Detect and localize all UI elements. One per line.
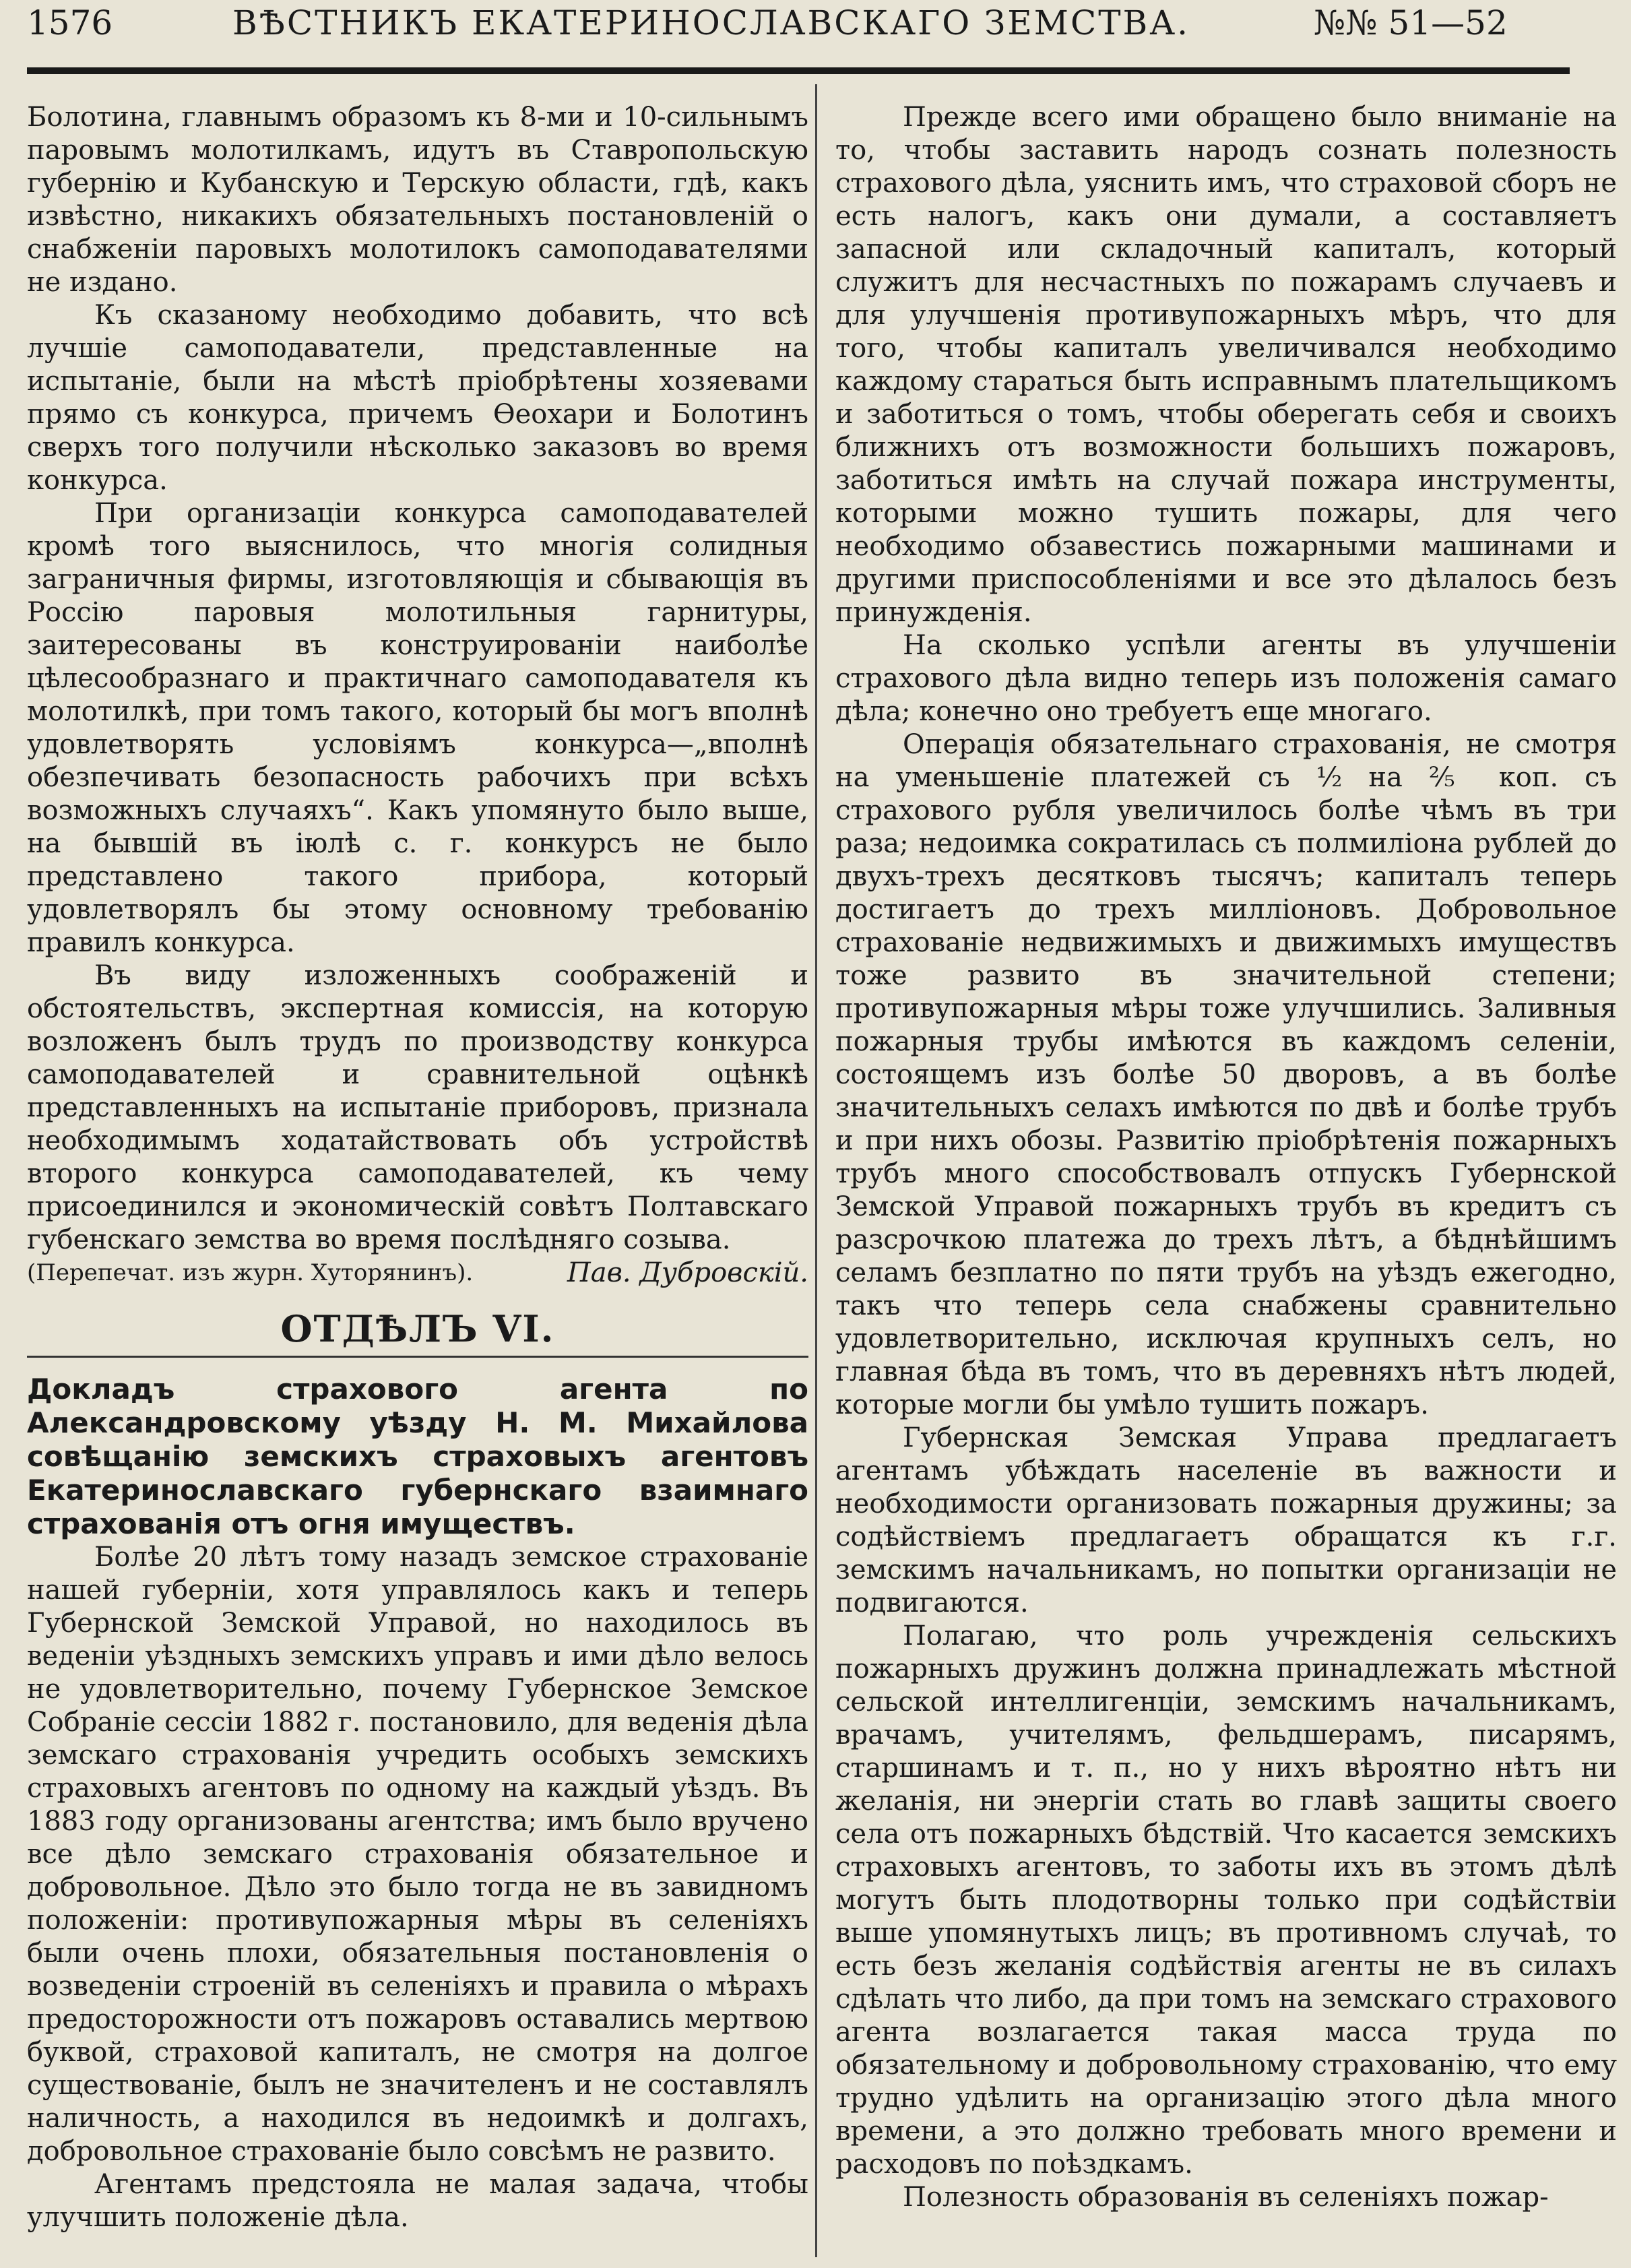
section-heading: ОТДѢЛЪ VI. [280,1307,555,1350]
page-header [27,0,1576,64]
page-number: 1576 [27,3,113,42]
header-rule [27,67,1570,74]
issue-number: №№ 51—52 [1314,3,1508,42]
paragraph: Къ сказаному необходимо добавить, что всѣ лучшіе самоподаватели, представленные на испытаніе, были на мѣстѣ пріобрѣтены хозяевами прямо съ конкурса, причемъ Ѳеохари и Болотинъ сверхъ того получили нѣсколько заказовъ во время конкурса. [27,300,808,496]
paragraph: Болѣе 20 лѣтъ тому назадъ земское страхованіе нашей губерніи, хотя управлялось какъ и теперь Губернской Земской Управой, но находилось въ веденіи уѣздныхъ земскихъ управъ и ими дѣло велось не удовлетворительно, почему Губернское Земское Собраніе сессіи 1882 г. постановило, для веденія дѣла земскаго страхованія учредить особыхъ земскихъ страховыхъ агентовъ по одному на каждый уѣздъ. Въ 1883 году организованы агентства; имъ было вручено все дѣло земскаго страхованія обязательное и добровольное. Дѣло это было тогда не въ завидномъ положеніи: противупожарныя мѣры въ селеніяхъ были очень плохи, обязательныя постановленія о возведеніи строеній въ селеніяхъ и правила о мѣрахъ предосторожности отъ пожаровъ оставались мертвою буквой, страховой капиталъ, не смотря на долгое существованіе, былъ не значителенъ и не составлялъ наличность, а находился въ недоимкѣ и долгахъ, добровольное страхованіе было совсѣмъ не развито. [27,1542,808,2167]
report-title: Докладъ страхового агента по Александровскому уѣзду Н. М. Михайлова совѣщанію земскихъ страховыхъ агентовъ Екатеринославскаго губернскаго взаимнаго страхованія отъ огня имуществъ. [27,1373,808,1540]
paragraph: Операція обязательнаго страхованія, не смотря на уменьшеніе платежей съ ½ на ⅖ коп. съ страхового рубля увеличилось болѣе чѣмъ въ три раза; недоимка сократилась съ полмиліона рублей до двухъ-трехъ десятковъ тысячъ; капиталъ теперь достигаетъ до трехъ милліоновъ. Добровольное страхованіе недвижимыхъ и движимыхъ имуществъ тоже развито въ значительной степени; противупожарныя мѣры тоже улучшились. Заливныя пожарныя трубы имѣются въ каждомъ селеніи, состоящемъ изъ болѣе 50 дворовъ, а въ болѣе значительныхъ селахъ имѣются по двѣ и болѣе трубъ и при нихъ обозы. Развитію пріобрѣтенія пожарныхъ трубъ много способствовалъ отпускъ Губернской Земской Управой пожарныхъ трубъ въ кредитъ съ разсрочкою платежа до трехъ лѣтъ, а бѣднѣйшимъ селамъ безплатно по пяти трубъ на уѣздъ ежегодно, такъ что теперь села снабжены сравнительно удовлетворительно, исключая крупныхъ селъ, но главная бѣда въ томъ, что въ деревняхъ нѣтъ людей, которые могли бы умѣло тушить пожаръ. [835,729,1617,1420]
paragraph: Въ виду изложенныхъ соображеній и обстоятельствъ, экспертная комиссія, на которую возложенъ былъ трудъ по производству конкурса самоподавателей и сравнительной оцѣнкѣ представленныхъ на испытаніе приборовъ, признала необходимымъ ходатайствовать объ устройствѣ второго конкурса самоподавателей, къ чему присоединился и экономическій совѣтъ Полтавскаго губенскаго земства во время послѣдняго созыва. [27,960,808,1255]
paragraph: При организаціи конкурса самоподавателей кромѣ того выяснилось, что многія солидныя заграничныя фирмы, изготовляющія и сбывающія въ Россію паровыя молотильныя гарнитуры, заитересованы въ конструированіи наиболѣе цѣлесообразнаго и практичнаго самоподавателя къ молотилкѣ, при томъ такого, который бы могъ вполнѣ удовлетворять условіямъ конкурса—„вполнѣ обезпечивать безопасность рабочихъ при всѣхъ возможныхъ случаяхъ“. Какъ упомянуто было выше, на бывшій въ іюлѣ с. г. конкурсъ не было представлено такого прибора, который удовлетворялъ бы этому основному требованію правилъ конкурса. [27,498,808,958]
left-column [27,101,808,2234]
author-name: Пав. Дубровскій. [567,1257,808,1288]
column-divider [815,84,817,2257]
signature-line [27,1257,808,1290]
paragraph: Агентамъ предстояла не малая задача, чтобы улучшить положеніе дѣла. [27,2169,808,2233]
right-column [835,101,1617,2214]
journal-title: ВѢСТНИКЪ ЕКАТЕРИНОСЛАВСКАГО ЗЕМСТВА. [232,3,1190,42]
section-rule [27,1356,808,1358]
paragraph: Губернская Земская Управа предлагаетъ агентамъ убѣждать населеніе въ важности и необходимости организовать пожарныя дружины; за содѣйствіемъ предлагаетъ обращатся къ г.г. земскимъ начальникамъ, но попытки организаціи не подвигаются. [835,1422,1617,1618]
paragraph: Полагаю, что роль учрежденія сельскихъ пожарныхъ дружинъ должна принадлежать мѣстной сельской интеллигенціи, земскимъ начальникамъ, врачамъ, учителямъ, фельдшерамъ, писарямъ, старшинамъ и т. п., но у нихъ вѣроятно нѣтъ ни желанія, ни энергіи стать во главѣ защиты своего села отъ пожарныхъ бѣдствій. Что касается земскихъ страховыхъ агентовъ, то заботы ихъ въ этомъ дѣлѣ могутъ быть плодотворны только при содѣйствіи выше упомянутыхъ лицъ; въ противномъ случаѣ, то есть безъ желанія содѣйствія агенты не въ силахъ сдѣлать что либо, да при томъ на земскаго страхового агента возлагается такая масса труда по обязательному и добровольному страхованію, что ему трудно удѣлить на организацію этого дѣла много времени, а это должно требовать много времени и расходовъ по поѣздкамъ. [835,1620,1617,2180]
paragraph: Прежде всего ими обращено было вниманіе на то, чтобы заставить народъ сознать полезность страхового дѣла, уяснить имъ, что страховой сборъ не есть налогъ, какъ они думали, а составляетъ запасной или складочный капиталъ, который служитъ для несчастныхъ по пожарамъ случаевъ и для улучшенія противупожарныхъ мѣръ, что для того, чтобы капиталъ увеличивался необходимо каждому стараться быть исправнымъ плательщикомъ и заботиться о томъ, чтобы оберегать себя и своихъ ближнихъ отъ возможности большихъ пожаровъ, заботиться имѣть на случай пожара инструменты, которыми можно тушить пожары, для чего необходимо обзавестись пожарными машинами и другими приспособленіями и все это дѣлалось безъ принужденія. [835,102,1617,628]
paragraph: Болотина, главнымъ образомъ къ 8-ми и 10-сильнымъ паровымъ молотилкамъ, идутъ въ Ставропольскую губернію и Кубанскую и Терскую области, гдѣ, какъ извѣстно, никакихъ обязательныхъ постановленій о снабженіи паровыхъ молотилокъ самоподавателями не издано. [27,102,808,298]
paragraph: Полезность образованія въ селеніяхъ пожар- [903,2182,1549,2213]
reprint-note: (Перепечат. изъ журн. Хуторянинъ). [27,1259,474,1286]
paragraph: На сколько успѣли агенты въ улучшеніи страхового дѣла видно теперь изъ положенія самаго дѣла; конечно оно требуетъ еще многаго. [835,630,1617,727]
